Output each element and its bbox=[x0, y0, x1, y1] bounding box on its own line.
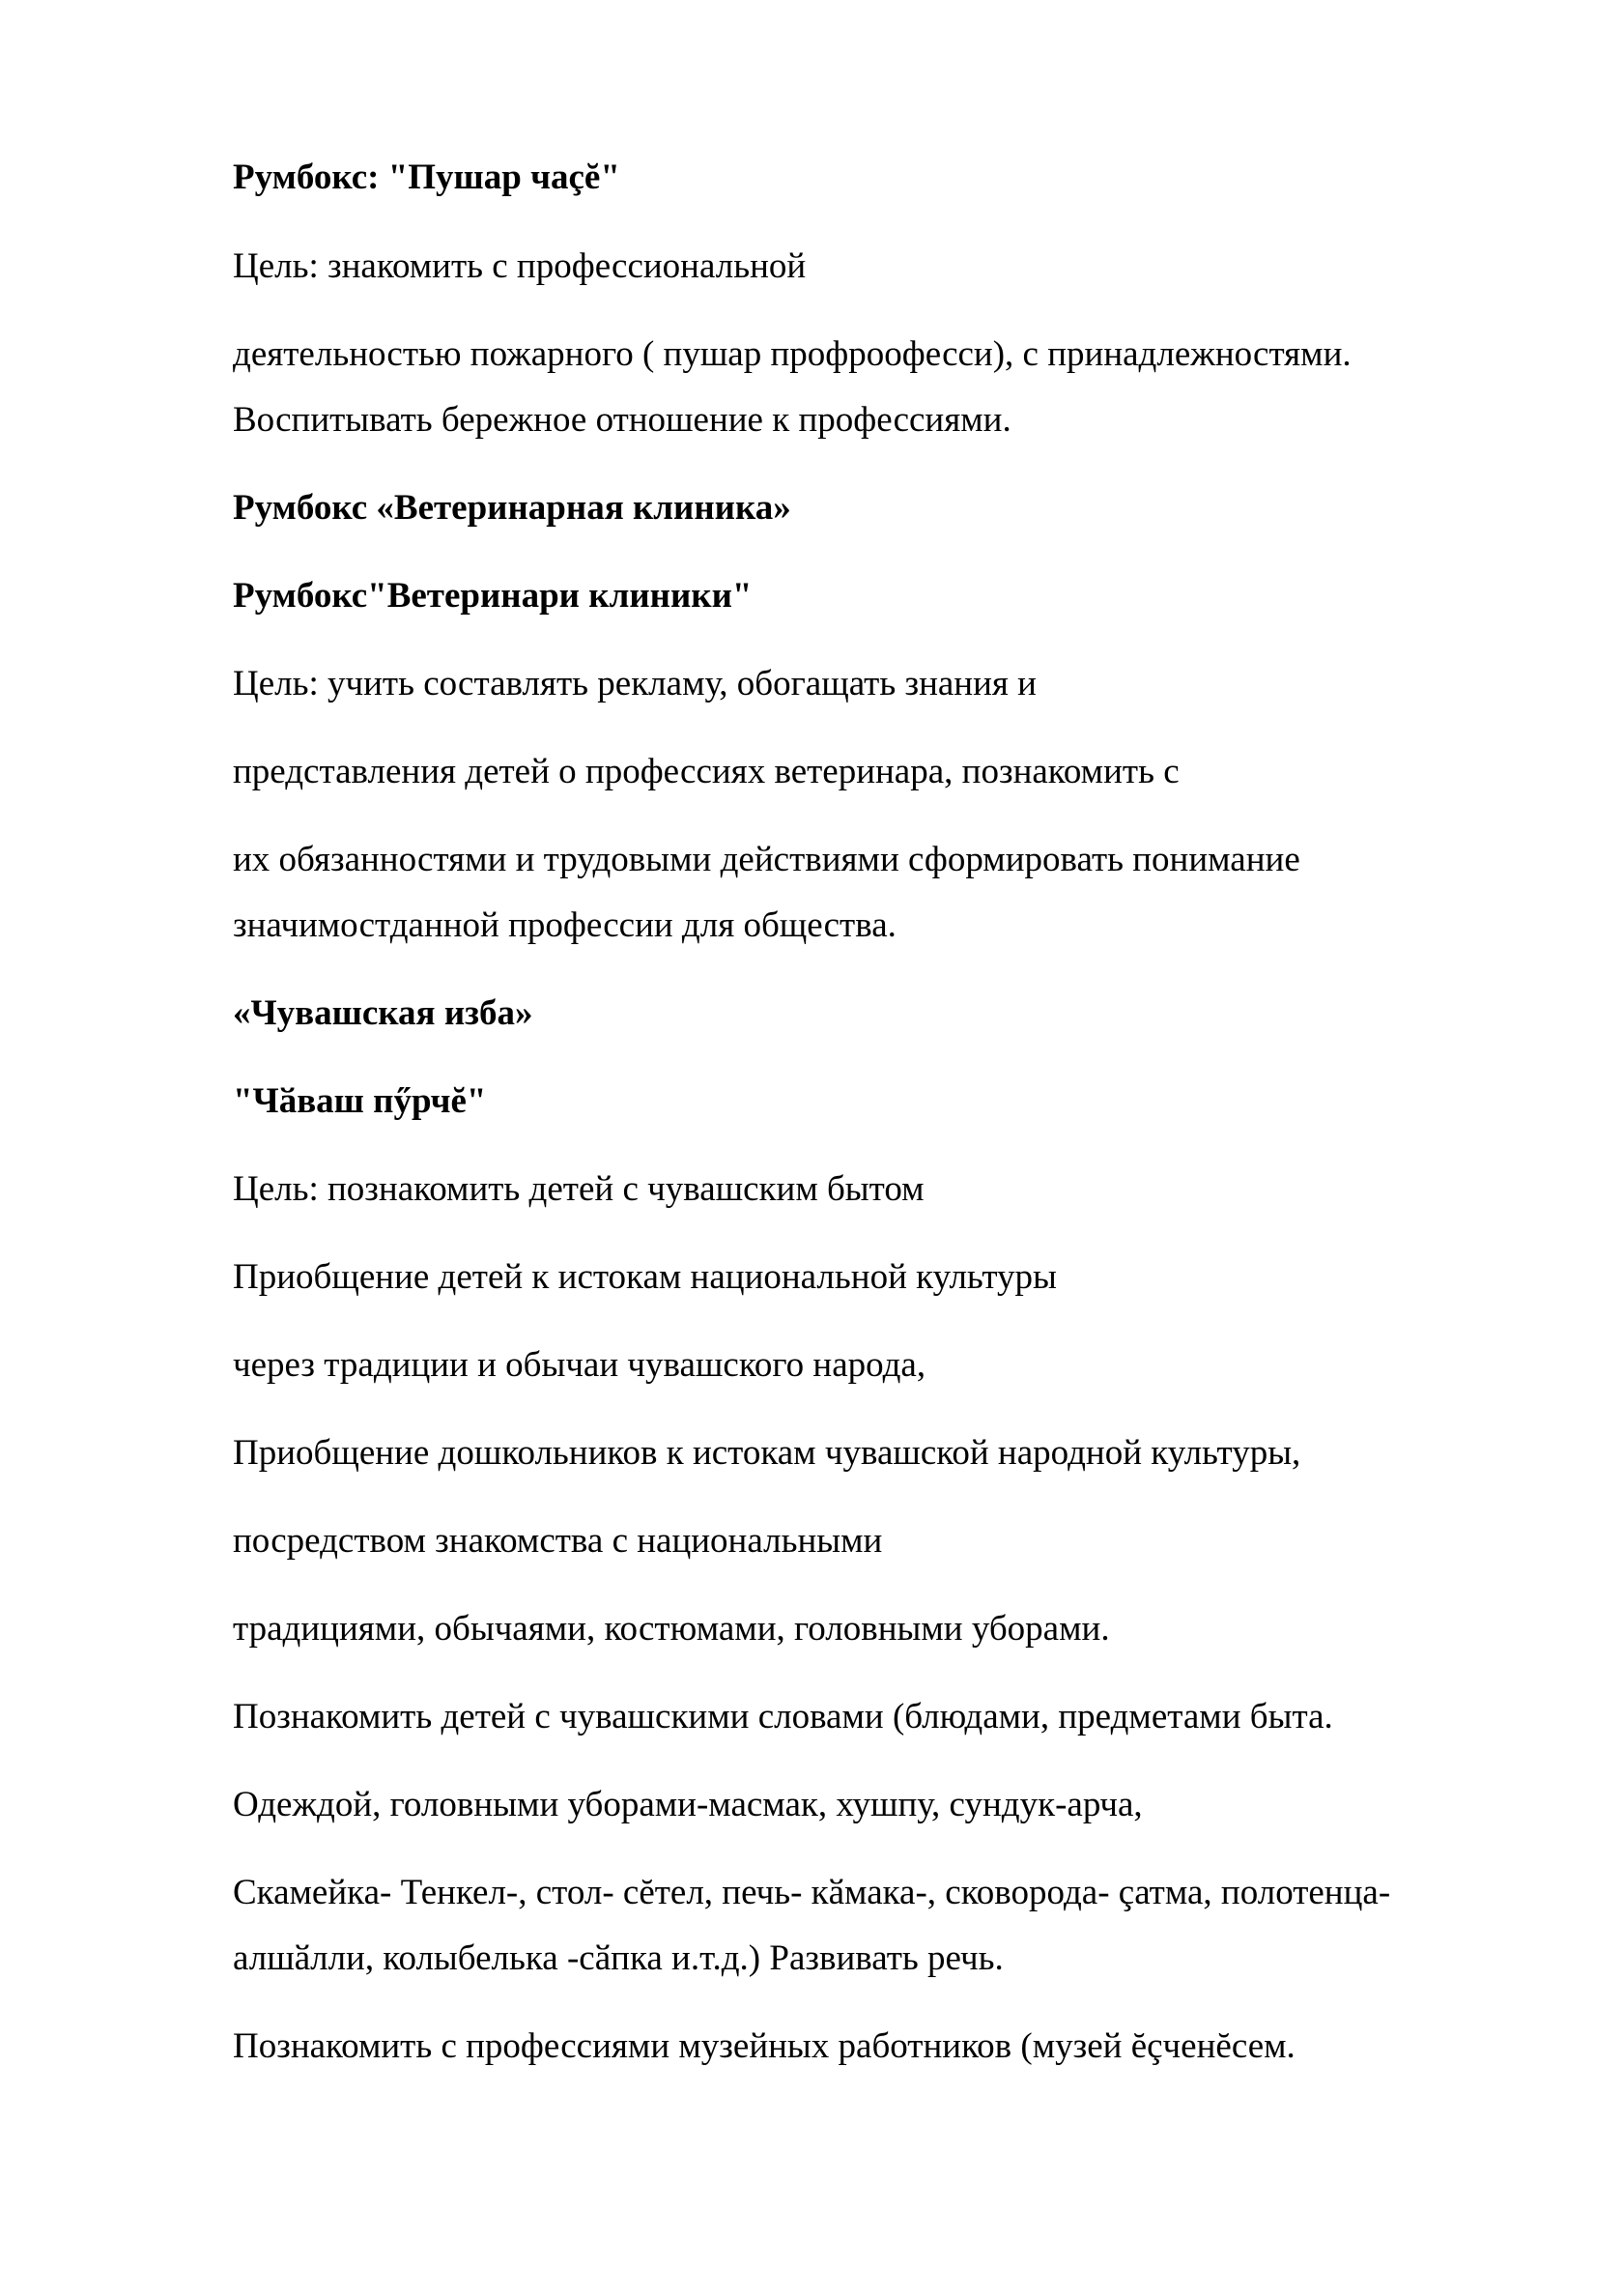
paragraph-line: Цель: познакомить детей с чувашским бытом bbox=[233, 1169, 925, 1209]
paragraph-line: их обязанностями и трудовыми действиями сформировать понимание bbox=[233, 840, 1300, 879]
paragraph-line: значимостданной профессии для общества. bbox=[233, 905, 897, 945]
heading-vet-clinic-roombox: Румбокс «Ветеринарная клиника» bbox=[233, 488, 791, 528]
paragraph-line: через традиции и обычаи чувашского народа, bbox=[233, 1345, 926, 1385]
paragraph-line: Познакомить с профессиями музейных работников (музей ĕçченĕсем. bbox=[233, 2026, 1296, 2066]
paragraph-line: деятельностью пожарного ( пушар профроофесси), с принадлежностями. bbox=[233, 334, 1352, 374]
paragraph-line: Познакомить детей с чувашскими словами (блюдами, предметами быта. bbox=[233, 1697, 1333, 1736]
heading-fire-station-roombox: Румбокс: "Пушар чаçĕ" bbox=[233, 158, 620, 197]
heading-chuvash-izba: «Чувашская изба» bbox=[233, 993, 533, 1033]
paragraph-line: Скамейка- Тенкел-, стол- сĕтел, печь- кӑмака-, сковорода- çатма, полотенца- bbox=[233, 1873, 1391, 1912]
paragraph-line: Цель: знакомить с профессиональной bbox=[233, 246, 807, 286]
paragraph-line: алшӑлли, колыбелька -сӑпка и.т.д.) Развивать речь. bbox=[233, 1938, 1004, 1978]
paragraph-line: Одеждой, головными уборами-масмак, хушпу, сундук-арча, bbox=[233, 1785, 1143, 1824]
paragraph-line: Приобщение детей к истокам национальной культуры bbox=[233, 1257, 1057, 1297]
heading-chuvash-izba-chuvash: "Чӑваш пӳрчĕ" bbox=[233, 1081, 487, 1121]
paragraph-line: традициями, обычаями, костюмами, головными уборами. bbox=[233, 1609, 1110, 1649]
paragraph-line: Приобщение дошкольников к истокам чувашской народной культуры, bbox=[233, 1433, 1301, 1473]
paragraph-line: Воспитывать бережное отношение к профессиями. bbox=[233, 400, 1011, 440]
heading-vet-clinic-roombox-chuvash: Румбокс"Ветеринари клиники" bbox=[233, 576, 753, 616]
paragraph-line: посредством знакомства с национальными bbox=[233, 1521, 883, 1561]
paragraph-line: Цель: учить составлять рекламу, обогащать знания и bbox=[233, 664, 1037, 703]
paragraph-line: представления детей о профессиях ветеринара, познакомить с bbox=[233, 752, 1180, 791]
